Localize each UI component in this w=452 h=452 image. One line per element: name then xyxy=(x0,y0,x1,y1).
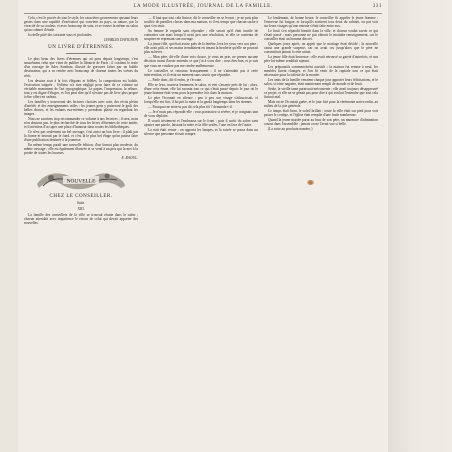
paragraph: Le conseiller se retourna brusquement ; il ne s'attendait pas à cette intervention, et il resta un moment sans savoir que répondre. xyxy=(144,68,258,77)
paragraph: Le bruit s'en répandit bientôt dans la ville, et chacun voulut savoir ce qui s'était passé ; mais personne ne put obtenir le moindre renseignement, car le conseiller était un homme discret. xyxy=(264,29,378,42)
paragraph: la réelle pitié des soixante sous et profondes. xyxy=(28,33,93,38)
story-title: CHEZ LE CONSEILLER. xyxy=(49,194,113,200)
signature: E. RAOUL. xyxy=(121,156,138,161)
paragraph: Le temps était beau, le soleil brillait ; toute la ville était sur pied pour voir passer le cortège, et l'église était remplie d'une foule nombreuse. xyxy=(264,108,378,118)
paragraph: Sa femme le regarda sans répondre ; elle savait qu'il était inutile de contrarier son mari lorsqu'il avait pris une résolution, et elle se contenta de soupirer en reprenant son ouvrage. xyxy=(144,29,258,42)
header-title: LA MODE ILLUSTRÉE, JOURNAL DE LA FAMILLE. xyxy=(133,4,273,9)
paragraph: Quelques jours après, on apprit que le mariage était décidé ; la nouvelle causa une grande surprise, car on avait cru jusqu'alors que le père ne consentirait jamais à cette union. xyxy=(264,42,378,55)
section-title: UN LIVRE D'ÉTRENNES. xyxy=(48,45,114,51)
paragraph: Les amis de la famille venaient chaque jour apporter leurs félicitations, et le salon, si triste naguère, était maintenant rempli de monde et de bruit. xyxy=(264,77,378,86)
paragraph: Cela, c'est le procès de tout le style, les caractères gouverneurs ajustant leurs gestes dans une rapidité d'exécution qui convient au pays, sa nature, par la vivacité de sa couleur, et avec beaucoup de soin, et se trouve la même au salon qu'au cabinet d'étude. xyxy=(24,16,138,33)
paragraph: — Parle donc, dit-il enfin, je t'écoute. xyxy=(148,77,203,82)
paragraph: La famille des conseillers de la ville se trouvait réunie dans le salon ; chacun attendait avec impatience le retour de celui qui devait apporter des nouvelles. xyxy=(24,212,138,225)
paragraph: Nous ne saurions trop recommander ce volume à nos lectrices ; il sera, nous n'en doutons pas, le plus recherché de tous les livres d'étrennes de cette année, et il méritera d'occuper une place d'honneur dans toutes les bibliothèques. xyxy=(24,116,138,130)
column-2 xyxy=(144,16,258,448)
paragraph: — Pourquoi ne m'as-tu pas dit cela plus tôt ? demanda-t-il. xyxy=(148,104,233,109)
vignette-ornament xyxy=(33,166,129,192)
paragraph: Le lendemain, de bonne heure, le conseiller fit appeler le jeune homme ; l'entrevue fut longue, et lorsqu'ils sortirent tous deux du cabinet, on put voir sur leurs visages qu'une entente s'était faite entre eux. xyxy=(264,16,378,29)
paragraph: Ce n'est pas seulement un bel ouvrage, c'est aussi un bon livre ; il plaît par la forme et instruit par le fond, et c'est là le plus bel éloge qu'on puisse faire d'une publication destinée à la jeunesse. xyxy=(24,130,138,143)
paragraph: — Mon père, dit-elle d'une voix douce, je vous en prie, ne prenez aucune décision avant d'avoir entendu ce que j'ai à vous dire ; vous êtes bon, et je sais que vous ne voudrez pas me rendre malheureuse. xyxy=(144,55,258,68)
paragraph: Mais on ne l'écoutait guère, et le jour fixé pour la cérémonie arriva enfin, au milieu de la joie générale. xyxy=(264,99,378,108)
journal-page xyxy=(18,0,388,452)
page-number: 331 xyxy=(372,4,382,9)
story-part: XIII. xyxy=(77,206,85,211)
paragraph: Le père l'écoutait en silence ; peu à peu son visage s'adoucissait, et lorsqu'elle eut fini, il lui prit la main et la garda longtemps dans les siennes. xyxy=(144,95,258,104)
paragraph: La jeune fille, qui était assise près de la fenêtre, leva les yeux vers son père ; elle avait pâli, et ses mains tremblaient en tenant la broderie qu'elle ne pouvait plus achever. xyxy=(144,42,258,55)
paragraph: Le plus beau des livres d'étrennes qui ait paru depuis longtemps, c'est assurément celui que vient de publier la librairie de Paris ; il contient le texte d'un ouvrage de Jules Sandeau, illustré de gravures faites par un habile dessinateur, qui a su rendre avec beaucoup de charme toutes les scènes du récit. xyxy=(24,57,138,78)
story-subtitle: Suite. xyxy=(76,200,86,205)
paragraph: — Il faut que tout cela finisse, dit le conseiller en se levant ; je ne puis plus souffrir de pareilles choses dans ma maison, et il est temps que chacun sache à quoi s'en tenir. xyxy=(144,16,258,29)
header-rule xyxy=(24,13,382,14)
paragraph: Les dessins sont à la fois élégants et fidèles, la composition est habile, l'exécution soignée ; l'éditeur n'a rien négligé pour faire de ce volume un véritable monument de l'art typographique. Le papier, l'impression, la reliure, tout y est digne d'éloges, et l'on peut dire qu'il n'existe pas de livre plus propre à être offert en cadeau. xyxy=(24,78,138,99)
paper-stain xyxy=(307,180,314,185)
column-3 xyxy=(264,16,378,448)
paragraph: En même temps paraît une nouvelle édition, d'un format plus modeste, du même ouvrage ; elle est également illustrée et se vend à un prix qui la met à la portée de toutes les bourses. xyxy=(24,143,138,156)
paragraph: La nuit était venue ; on apporta les lampes, et la soirée se passa dans un silence que personne n'osait rompre. xyxy=(144,128,258,137)
paragraph: (La suite au prochain numéro.) xyxy=(268,127,313,132)
divider xyxy=(66,53,96,54)
paragraph: Seule, la vieille tante paraissait mécontente ; elle avait toujours désapprouvé ce projet, et elle ne se gênait pas pour dire à qui voulait l'entendre que tout cela finirait mal. xyxy=(264,86,378,99)
paragraph: Les familles y trouveront des lectures choisies avec soin, des récits pleins d'intérêt, et des enseignements utiles ; les jeunes gens y puiseront le goût des belles choses, et les enfants eux-mêmes y prendront plaisir en regardant les images. xyxy=(24,99,138,116)
paragraph: La jeune fille était heureuse ; elle avait retrouvé sa gaieté d'autrefois, et son père lui-même semblait rajeuni. xyxy=(264,55,378,64)
paragraph: Les préparatifs commencèrent aussitôt ; la maison fut remise à neuf, les meubles furent changés, et l'on fit venir de la capitale tout ce qui était nécessaire pour la toilette de la mariée. xyxy=(264,64,378,77)
column-1 xyxy=(24,16,138,448)
paragraph: Elle se leva, traversa lentement le salon, et vint s'asseoir près de lui ; alors, d'une voix émue, elle lui raconta tout ce qui s'était passé depuis le jour où le jeune homme était venu pour la première fois dans la maison. xyxy=(144,82,258,95)
paragraph: — Je n'osais pas, répondit-elle ; vous paraissiez si sévère, et je craignais tant de vous déplaire. xyxy=(144,109,258,119)
vignette-label: NOUVELLE xyxy=(66,178,96,185)
signature: CHARLES DAVIGNON xyxy=(103,38,138,43)
paragraph: Quand la jeune mariée parut au bras de son père, un murmure d'admiration courut dans l'assemblée ; jamais on ne l'avait vue si belle. xyxy=(264,118,378,127)
nouvelle-vignette xyxy=(33,166,129,192)
paragraph: Il sourit tristement et l'embrassa sur le front ; puis il sortit du salon sans ajouter une parole, laissant la mère et la fille seules, l'une en face de l'autre. xyxy=(144,119,258,128)
page-margin xyxy=(388,0,452,452)
